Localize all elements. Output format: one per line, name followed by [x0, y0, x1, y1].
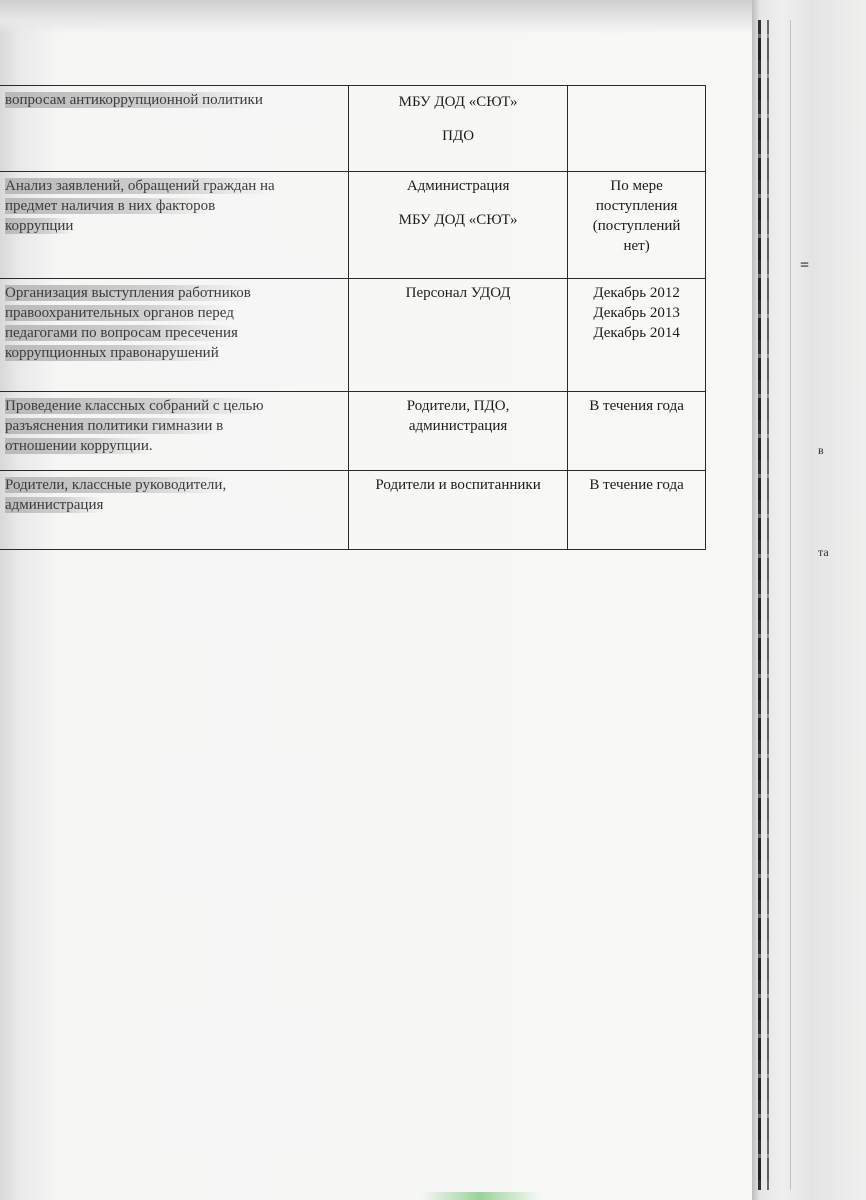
- cell-text: (поступлений: [592, 218, 681, 234]
- cell-text: предмет наличия в них факторов: [5, 198, 216, 214]
- page-edge-line: [758, 20, 761, 1190]
- cell-text: Декабрь 2012: [593, 285, 680, 301]
- cell-text: Декабрь 2014: [593, 325, 680, 341]
- cell-text: поступления: [595, 198, 678, 214]
- table-row: [0, 86, 706, 172]
- stacked-pages-edge: [752, 0, 866, 1200]
- cell-text: педагогами по вопросам пресечения: [5, 325, 238, 341]
- table-cell-participants: [348, 392, 567, 471]
- cell-text: Администрация: [406, 178, 510, 194]
- table-cell-term: [568, 172, 706, 279]
- cell-text: Декабрь 2013: [593, 305, 680, 321]
- cell-text: В течение года: [589, 477, 684, 493]
- table-cell-participants: [348, 172, 567, 279]
- table-row: [0, 471, 706, 550]
- table-cell-activity: [0, 279, 348, 392]
- cell-text: коррупции: [5, 218, 74, 234]
- cell-text: В течения года: [589, 398, 684, 414]
- table-cell-activity: [0, 471, 348, 550]
- cell-text: Родители, ПДО,: [406, 398, 510, 414]
- cell-text: По мере: [610, 178, 663, 194]
- cell-text: администрация: [5, 497, 104, 513]
- margin-mark: в: [818, 443, 824, 457]
- cell-text: правоохранительных органов перед: [5, 305, 234, 321]
- cell-text: вопросам антикоррупционной политики: [5, 92, 263, 108]
- table-cell-activity: [0, 392, 348, 471]
- cell-text: администрация: [408, 418, 508, 434]
- cell-text: разъяснения политики гимназии в: [5, 418, 224, 434]
- table-cell-participants: [348, 471, 567, 550]
- cell-text: отношении коррупции.: [5, 438, 153, 454]
- page-edge-line: [790, 20, 791, 1190]
- cell-text: МБУ ДОД «СЮТ»: [398, 212, 518, 228]
- table-cell-term: [568, 471, 706, 550]
- cell-text: Анализ заявлений, обращений граждан на: [5, 178, 275, 194]
- page-top-shadow: [0, 0, 866, 34]
- cell-text: Организация выступления работников: [5, 285, 251, 301]
- table-cell-participants: [348, 86, 567, 172]
- table-cell-term: [568, 279, 706, 392]
- table-row: [0, 172, 706, 279]
- cell-text: Родители и воспитанники: [375, 477, 541, 493]
- table-cell-activity: [0, 86, 348, 172]
- cell-text: Персонал УДОД: [405, 285, 511, 301]
- table-row: [0, 392, 706, 471]
- page-edge-line: [767, 20, 769, 1190]
- margin-mark: та: [818, 545, 829, 559]
- activities-table: [0, 85, 706, 550]
- table-cell-participants: [348, 279, 567, 392]
- cell-text: нет): [623, 238, 650, 254]
- table-cell-term: [568, 392, 706, 471]
- cell-text: ПДО: [442, 128, 475, 144]
- cell-text: коррупционных правонарушений: [5, 345, 219, 361]
- table-cell-activity: [0, 172, 348, 279]
- cell-text: Проведение классных собраний с целью: [5, 398, 264, 414]
- table-row: [0, 279, 706, 392]
- bottom-color-streak: [420, 1192, 540, 1200]
- cell-text: МБУ ДОД «СЮТ»: [398, 94, 518, 110]
- table-cell-term: [568, 86, 706, 172]
- cell-text: Родители, классные руководители,: [5, 477, 227, 493]
- margin-mark: =: [800, 257, 810, 274]
